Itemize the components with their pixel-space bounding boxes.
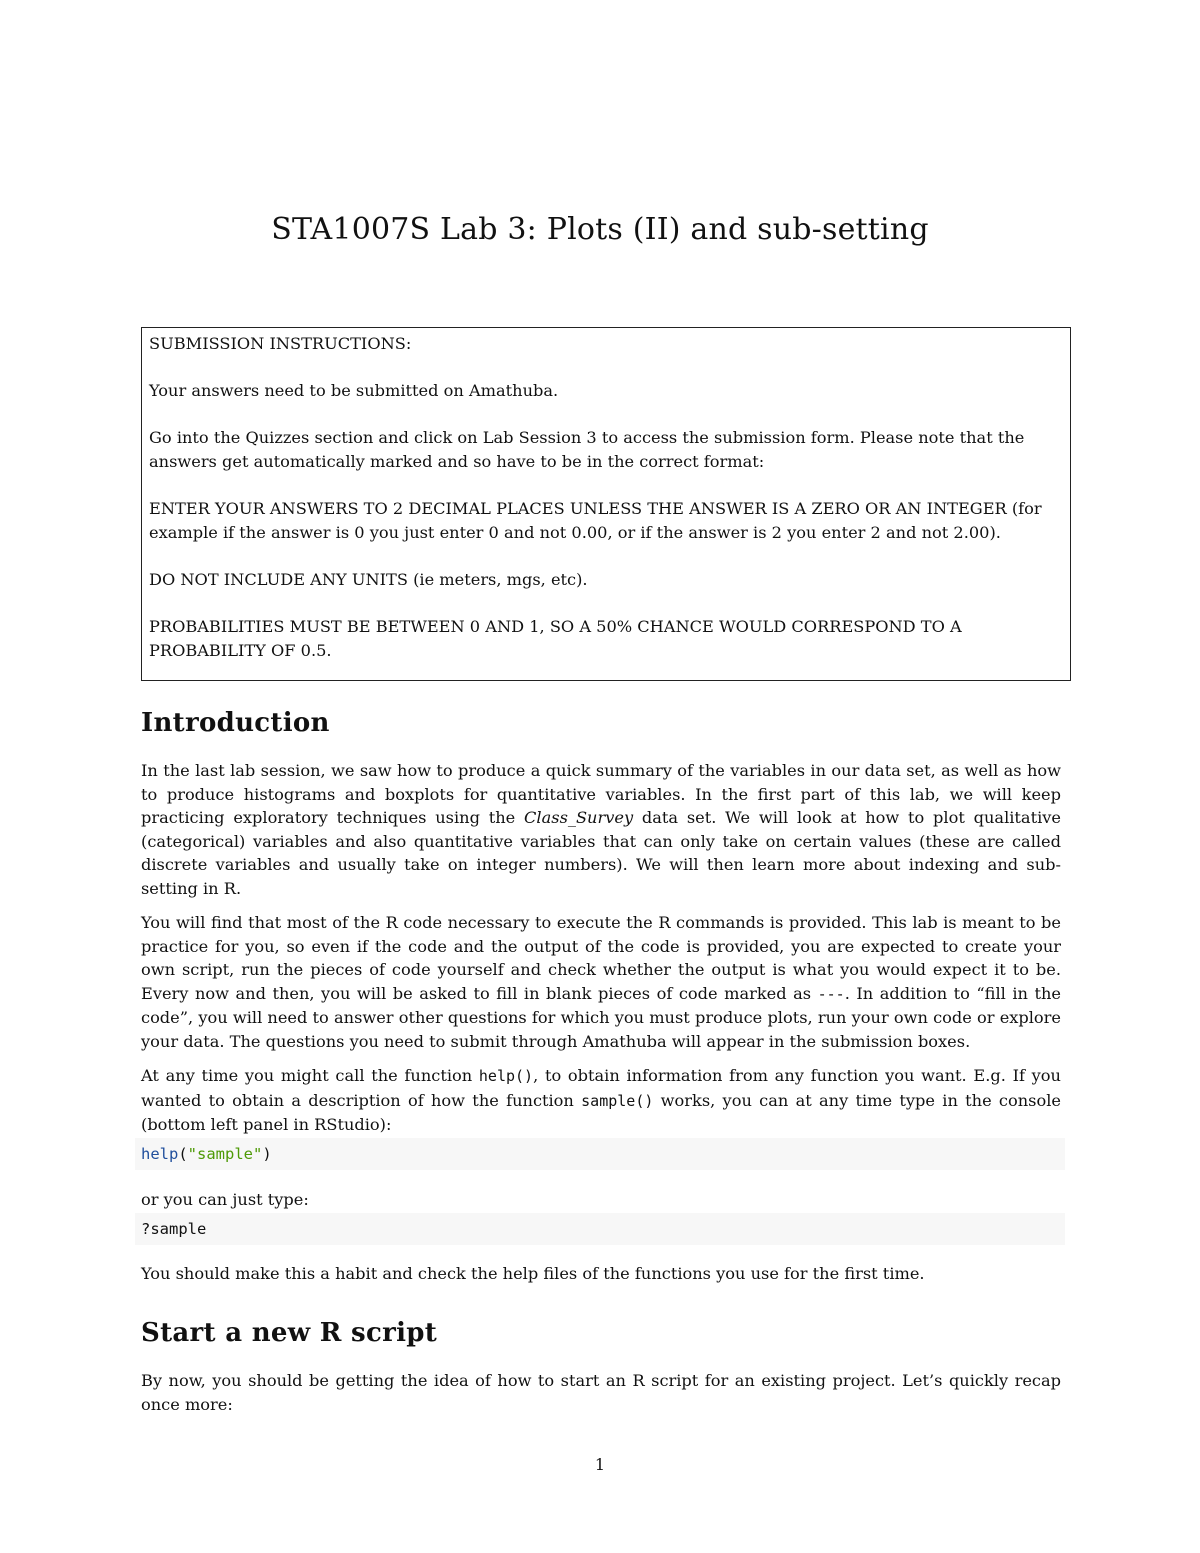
code-block-help: help("sample") (135, 1138, 1065, 1170)
page-title: STA1007S Lab 3: Plots (II) and sub-setting (271, 212, 929, 247)
help-function-name: help() (478, 1067, 534, 1085)
submission-line-units: DO NOT INCLUDE ANY UNITS (ie meters, mgs, etc). (149, 570, 588, 589)
start-script-paragraph: By now, you should be getting the idea of how to start an R script for an existing project. Let’s quickly recap once more: (141, 1371, 1061, 1414)
submission-line-decimals: ENTER YOUR ANSWERS TO 2 DECIMAL PLACES UNLESS THE ANSWER IS A ZERO OR AN INTEGER (for example if the answer is 0 you just enter 0 and not 0.00, or if the answer is 2 you enter 2 and not 2.00). (149, 499, 1042, 542)
introduction-heading: Introduction (141, 708, 330, 738)
submission-instructions-box (141, 327, 1071, 681)
intro-paragraph-3: At any time you might call the function help(), to obtain information from any function you want. E.g. If you wanted to obtain a description of how the function sample() works, you can at any time type in the console (bottom left panel in RStudio): (141, 1066, 1061, 1134)
page-number: 1 (594, 1455, 606, 1474)
submission-heading: SUBMISSION INSTRUCTIONS: (149, 334, 412, 353)
submission-line-amathuba: Your answers need to be submitted on Amathuba. (149, 381, 559, 400)
start-script-heading: Start a new R script (141, 1318, 438, 1348)
intro-paragraph-5: You should make this a habit and check the help files of the functions you use for the first time. (141, 1264, 925, 1283)
dataset-name: Class_Survey (524, 808, 634, 827)
submission-line-probabilities: PROBABILITIES MUST BE BETWEEN 0 AND 1, SO A 50% CHANCE WOULD CORRESPOND TO A PROBABILITY OF 0.5. (149, 617, 962, 660)
blank-code-marker: --- (817, 984, 845, 1003)
submission-line-quizzes: Go into the Quizzes section and click on Lab Session 3 to access the submission form. Please note that the answers get automatically marked and so have to be in the correct format: (149, 428, 1025, 471)
sample-function-name: sample() (581, 1091, 654, 1110)
intro-paragraph-4: or you can just type: (141, 1190, 309, 1209)
intro-paragraph-2: You will find that most of the R code necessary to execute the R commands is provided. This lab is meant to be practice for you, so even if the code and the output of the code is provided, you are expected to create your own script, run the pieces of code yourself and check whether the output is what you would expect it to be. Every now and then, you will be asked to fill in blank pieces of code marked as ---. In addition to “fill in the code”, you will need to answer other questions for which you must produce plots, run your own code or explore your data. The questions you need to submit through Amathuba will appear in the submission boxes. (141, 913, 1061, 1051)
code-block-question-sample: ?sample (135, 1213, 1065, 1245)
intro-paragraph-1: In the last lab session, we saw how to produce a quick summary of the variables in our data set, as well as how to produce histograms and boxplots for quantitative variables. In the first part of this lab, we will keep practicing exploratory techniques using the Class_Survey data set. We will look at how to plot qualitative (categorical) variables and also quantitative variables that can only take on certain values (these are called discrete variables and usually take on integer numbers). We will then learn more about indexing and sub-setting in R. (141, 761, 1061, 898)
